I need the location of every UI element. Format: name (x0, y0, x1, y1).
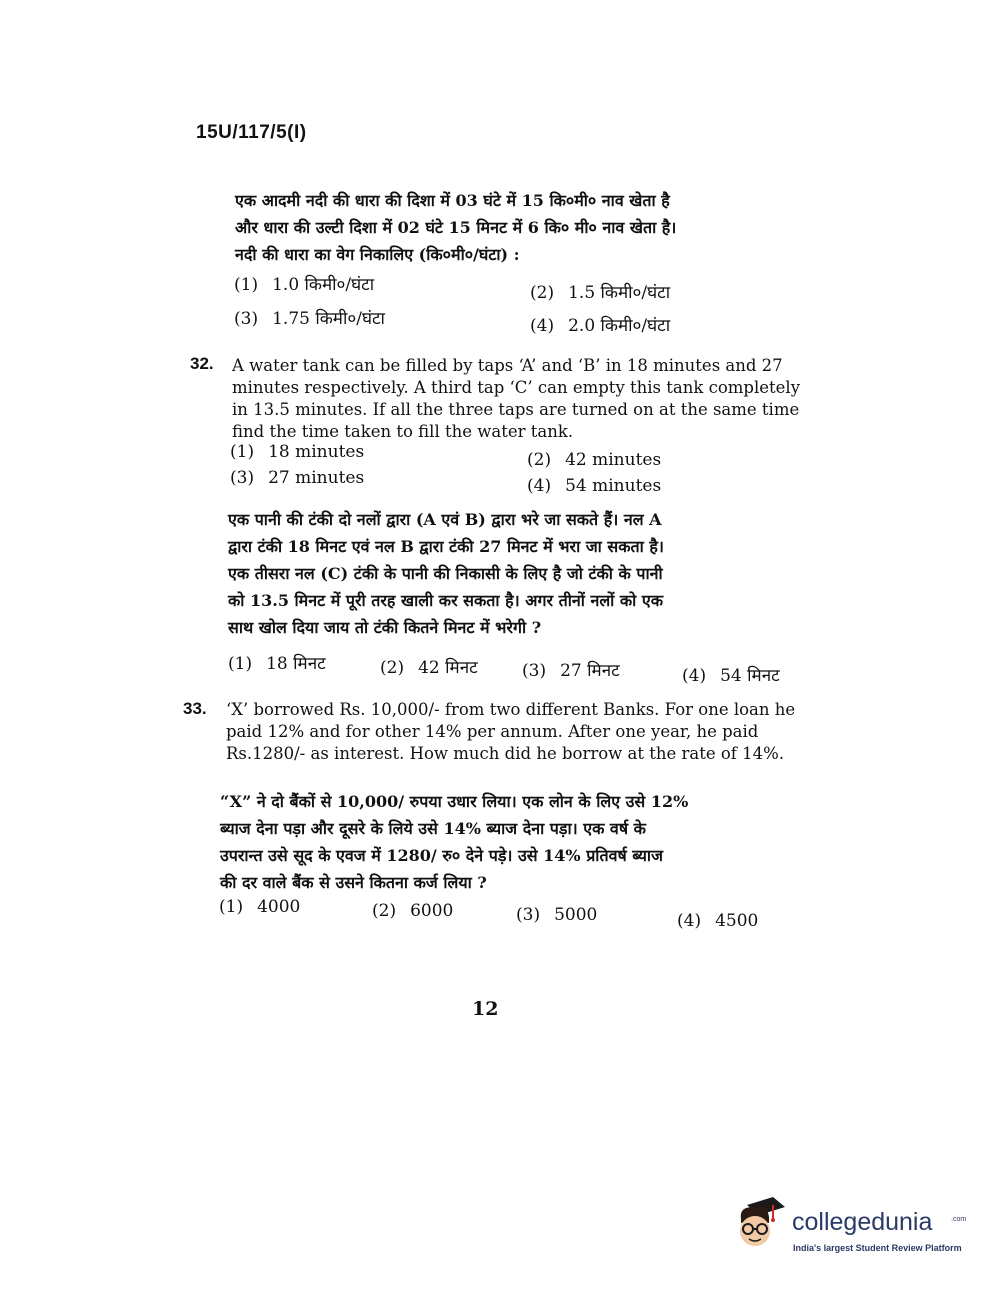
option-text: 4500 (715, 911, 759, 931)
option-number: (2) (372, 901, 397, 921)
q33-english-line: ‘X’ borrowed Rs. 10,000/- from two different Banks. For one loan he (226, 700, 796, 719)
q31-hindi-line: नदी की धारा का वेग निकालिए (कि०मी०/घंटा) : (235, 245, 520, 264)
question-number: 32. (190, 354, 214, 373)
option-text: 42 minutes (565, 450, 662, 470)
option-number: (3) (516, 905, 541, 925)
q31-option-3 (234, 306, 385, 329)
q31-hindi-line: और धारा की उल्टी दिशा में 02 घंटे 15 मिनट में 6 कि० मी० नाव खेता है। (235, 218, 677, 237)
option-text: 6000 (410, 901, 454, 921)
option-number: (3) (230, 468, 255, 488)
option-text: 54 मिनट (720, 666, 780, 686)
q31-option-1 (234, 272, 374, 295)
q32-option-4 (527, 476, 661, 496)
q32-hindi-line: एक तीसरा नल (C) टंकी के पानी की निकासी के लिए है जो टंकी के पानी (228, 564, 663, 583)
q33-option-4 (677, 911, 758, 931)
option-text: 2.0 किमी०/घंटा (568, 316, 671, 336)
option-text: 1.5 किमी०/घंटा (568, 283, 671, 303)
q33-hindi-text (220, 788, 820, 896)
collegedunia-mascot-icon (733, 1195, 791, 1257)
q32-english-line: minutes respectively. A third tap ‘C’ can empty this tank completely (232, 378, 801, 397)
option-text: 42 मिनट (418, 658, 478, 678)
q32-hindi-option-4 (682, 663, 780, 686)
logo-tagline: India's largest Student Review Platform (793, 1243, 962, 1253)
option-number: (2) (380, 658, 405, 678)
q31-hindi-line: एक आदमी नदी की धारा की दिशा में 03 घंटे में 15 कि०मी० नाव खेता है (235, 191, 670, 210)
paper-code: 15U/117/5(I) (196, 122, 307, 143)
option-number: (3) (234, 309, 259, 329)
option-text: 18 मिनट (266, 654, 326, 674)
option-number: (4) (682, 666, 707, 686)
option-number: (2) (530, 283, 555, 303)
option-text: 27 मिनट (560, 661, 620, 681)
page-number: 12 (472, 998, 499, 1020)
q32-english-line: find the time taken to fill the water tank. (232, 422, 574, 441)
q32-hindi-text (228, 506, 828, 641)
option-text: 54 minutes (565, 476, 662, 496)
option-number: (4) (527, 476, 552, 496)
q33-english-line: Rs.1280/- as interest. How much did he borrow at the rate of 14%. (226, 744, 785, 763)
logo-suffix: .com (951, 1216, 967, 1223)
option-number: (4) (677, 911, 702, 931)
q31-option-4 (530, 313, 670, 336)
q33-hindi-line: उपरान्त उसे सूद के एवज में 1280/ रु० देने पड़े। उसे 14% प्रतिवर्ष ब्याज (220, 846, 663, 865)
q32-hindi-line: एक पानी की टंकी दो नलों द्वारा (A एवं B) द्वारा भरे जा सकते हैं। नल A (228, 510, 662, 529)
q32-english-line: in 13.5 minutes. If all the three taps are turned on at the same time (232, 400, 800, 419)
option-text: 4000 (257, 897, 301, 917)
q31-hindi-text (235, 187, 825, 268)
q32-english-line: A water tank can be filled by taps ‘A’ and ‘B’ in 18 minutes and 27 (232, 356, 783, 375)
option-text: 27 minutes (268, 468, 365, 488)
option-number: (4) (530, 316, 555, 336)
q32-option-1 (230, 442, 364, 462)
q33-option-2 (372, 901, 453, 921)
q32-hindi-option-3 (522, 658, 620, 681)
option-number: (1) (234, 275, 259, 295)
option-number: (2) (527, 450, 552, 470)
option-number: (3) (522, 661, 547, 681)
option-number: (1) (228, 654, 253, 674)
option-text: 1.75 किमी०/घंटा (272, 309, 385, 329)
q32-english-text (232, 355, 822, 443)
q33-english-line: paid 12% and for other 14% per annum. After one year, he paid (226, 722, 759, 741)
option-text: 5000 (554, 905, 598, 925)
q32-hindi-line: को 13.5 मिनट में पूरी तरह खाली कर सकता है। अगर तीनों नलों को एक (228, 591, 664, 610)
question-number: 33. (183, 699, 207, 718)
q32-hindi-line: द्वारा टंकी 18 मिनट एवं नल B द्वारा टंकी 27 मिनट में भरा जा सकता है। (228, 537, 664, 556)
q33-hindi-line: “X” ने दो बैंकों से 10,000/ रुपया उधार लिया। एक लोन के लिए उसे 12% (220, 792, 689, 811)
q32-option-3 (230, 468, 364, 488)
q33-option-1 (219, 897, 300, 917)
q33-option-3 (516, 905, 597, 925)
q33-english-text (226, 699, 826, 765)
q33-hindi-line: ब्याज देना पड़ा और दूसरे के लिये उसे 14% ब्याज देना पड़ा। एक वर्ष के (220, 819, 646, 838)
logo-wordmark: collegedunia (792, 1208, 933, 1236)
q32-option-2 (527, 450, 661, 470)
q32-hindi-line: साथ खोल दिया जाय तो टंकी कितने मिनट में भरेगी ? (228, 618, 542, 637)
q33-hindi-line: की दर वाले बैंक से उसने कितना कर्ज लिया ? (220, 873, 487, 892)
option-text: 1.0 किमी०/घंटा (272, 275, 375, 295)
q32-hindi-option-1 (228, 651, 326, 674)
q32-hindi-option-2 (380, 655, 478, 678)
option-number: (1) (219, 897, 244, 917)
option-text: 18 minutes (268, 442, 365, 462)
q31-option-2 (530, 280, 670, 303)
option-number: (1) (230, 442, 255, 462)
